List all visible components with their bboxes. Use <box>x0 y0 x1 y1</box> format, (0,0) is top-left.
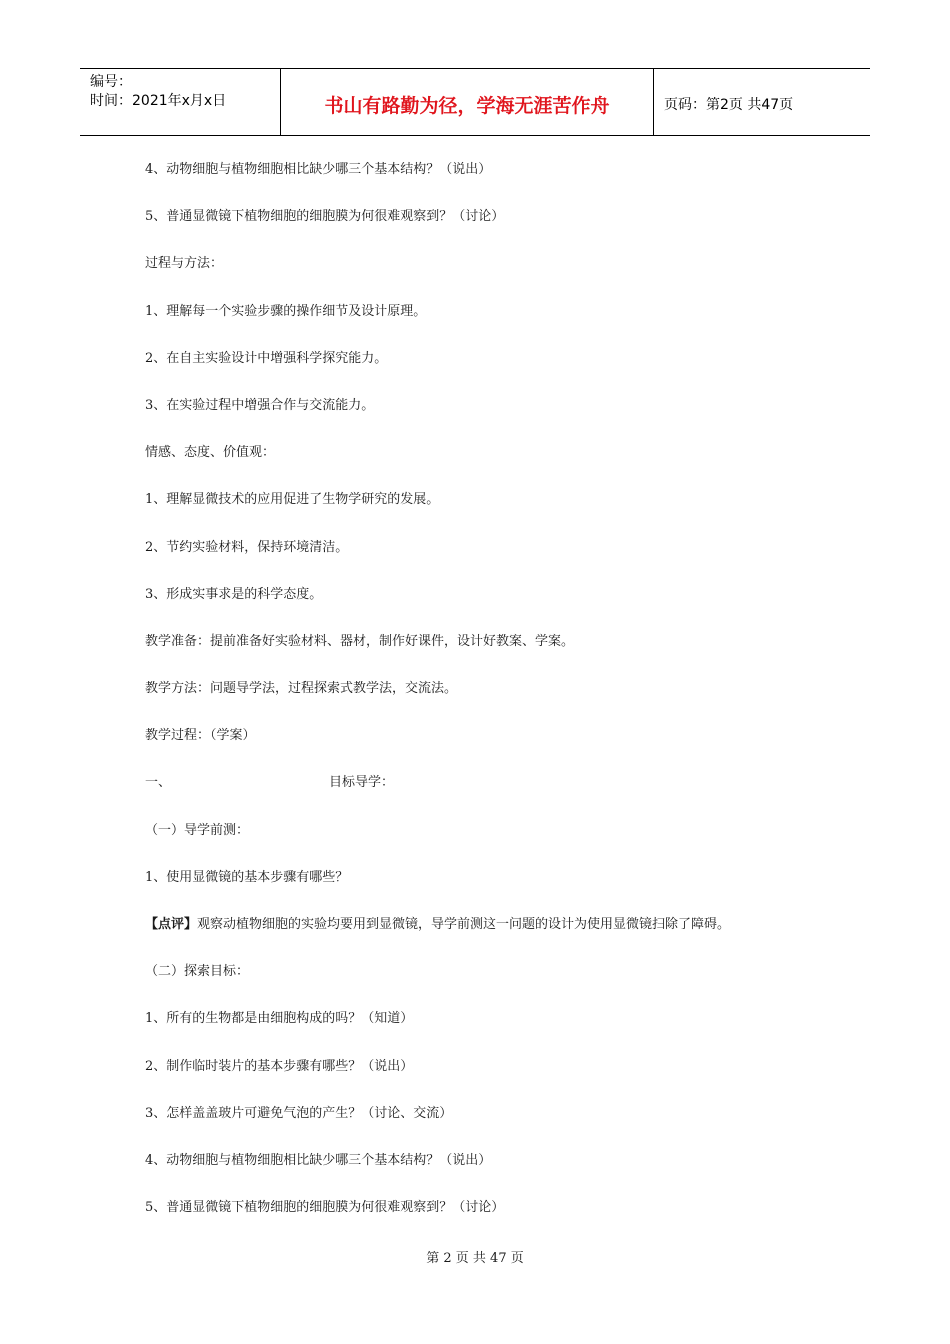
text-line: 5、普通显微镜下植物细胞的细胞膜为何很难观察到？（讨论） <box>145 1200 505 1216</box>
text-line: 1、使用显微镜的基本步骤有哪些？ <box>145 869 349 885</box>
text-line: 3、在实验过程中增强合作与交流能力。 <box>145 397 375 413</box>
header-meta <box>80 69 281 135</box>
text-line: 4、动物细胞与植物细胞相比缺少哪三个基本结构？（说出） <box>145 162 492 177</box>
section-heading: 过程与方法： <box>145 256 224 272</box>
page-footer: 第 2 页 共 47 页 <box>426 1251 524 1266</box>
text-line: 教学准备：提前准备好实验材料、器材，制作好课件，设计好教案、学案。 <box>145 633 575 649</box>
text-line: 1、理解每一个实验步骤的操作细节及设计原理。 <box>145 303 427 319</box>
text-line: 5、普通显微镜下植物细胞的细胞膜为何很难观察到？（讨论） <box>145 209 505 225</box>
number-label: 编号： <box>90 74 132 90</box>
section-number: 一、 <box>145 775 172 791</box>
section-title: 目标导学： <box>329 775 395 791</box>
text-line: 教学过程：（学案） <box>145 728 256 744</box>
page-header <box>80 68 870 136</box>
date-line: 时间：2021年x月x日 <box>90 93 227 109</box>
text-line: 2、制作临时装片的基本步骤有哪些？（说出） <box>145 1058 414 1074</box>
text-line: 1、理解显微技术的应用促进了生物学研究的发展。 <box>145 492 440 508</box>
text-line: 教学方法：问题导学法，过程探索式教学法，交流法。 <box>145 681 458 697</box>
header-page-info: 页码：第2页 共47页 <box>664 97 794 113</box>
section-one-heading <box>145 773 845 820</box>
text-line: 4、动物细胞与植物细胞相比缺少哪三个基本结构？（说出） <box>145 1152 492 1168</box>
document-body <box>145 160 845 1245</box>
comment-line <box>145 915 845 962</box>
text-line: 3、形成实事求是的科学态度。 <box>145 586 323 602</box>
header-motto: 书山有路勤为径，学海无涯苦作舟 <box>281 69 654 135</box>
text-line: 2、在自主实验设计中增强科学探究能力。 <box>145 350 388 366</box>
subsection-heading: （二）探索目标： <box>145 964 250 980</box>
section-heading: 情感、态度、价值观： <box>145 445 276 461</box>
text-line: 2、节约实验材料，保持环境清洁。 <box>145 539 349 555</box>
subsection-heading: （一）导学前测： <box>145 822 250 838</box>
comment-tag: 【点评】 <box>145 917 198 932</box>
text-line: 1、所有的生物都是由细胞构成的吗？（知道） <box>145 1011 414 1027</box>
text-line: 3、怎样盖盖玻片可避免气泡的产生？（讨论、交流） <box>145 1105 453 1121</box>
comment-text: 观察动植物细胞的实验均要用到显微镜，导学前测这一问题的设计为使用显微镜扫除了障碍。 <box>197 917 731 932</box>
